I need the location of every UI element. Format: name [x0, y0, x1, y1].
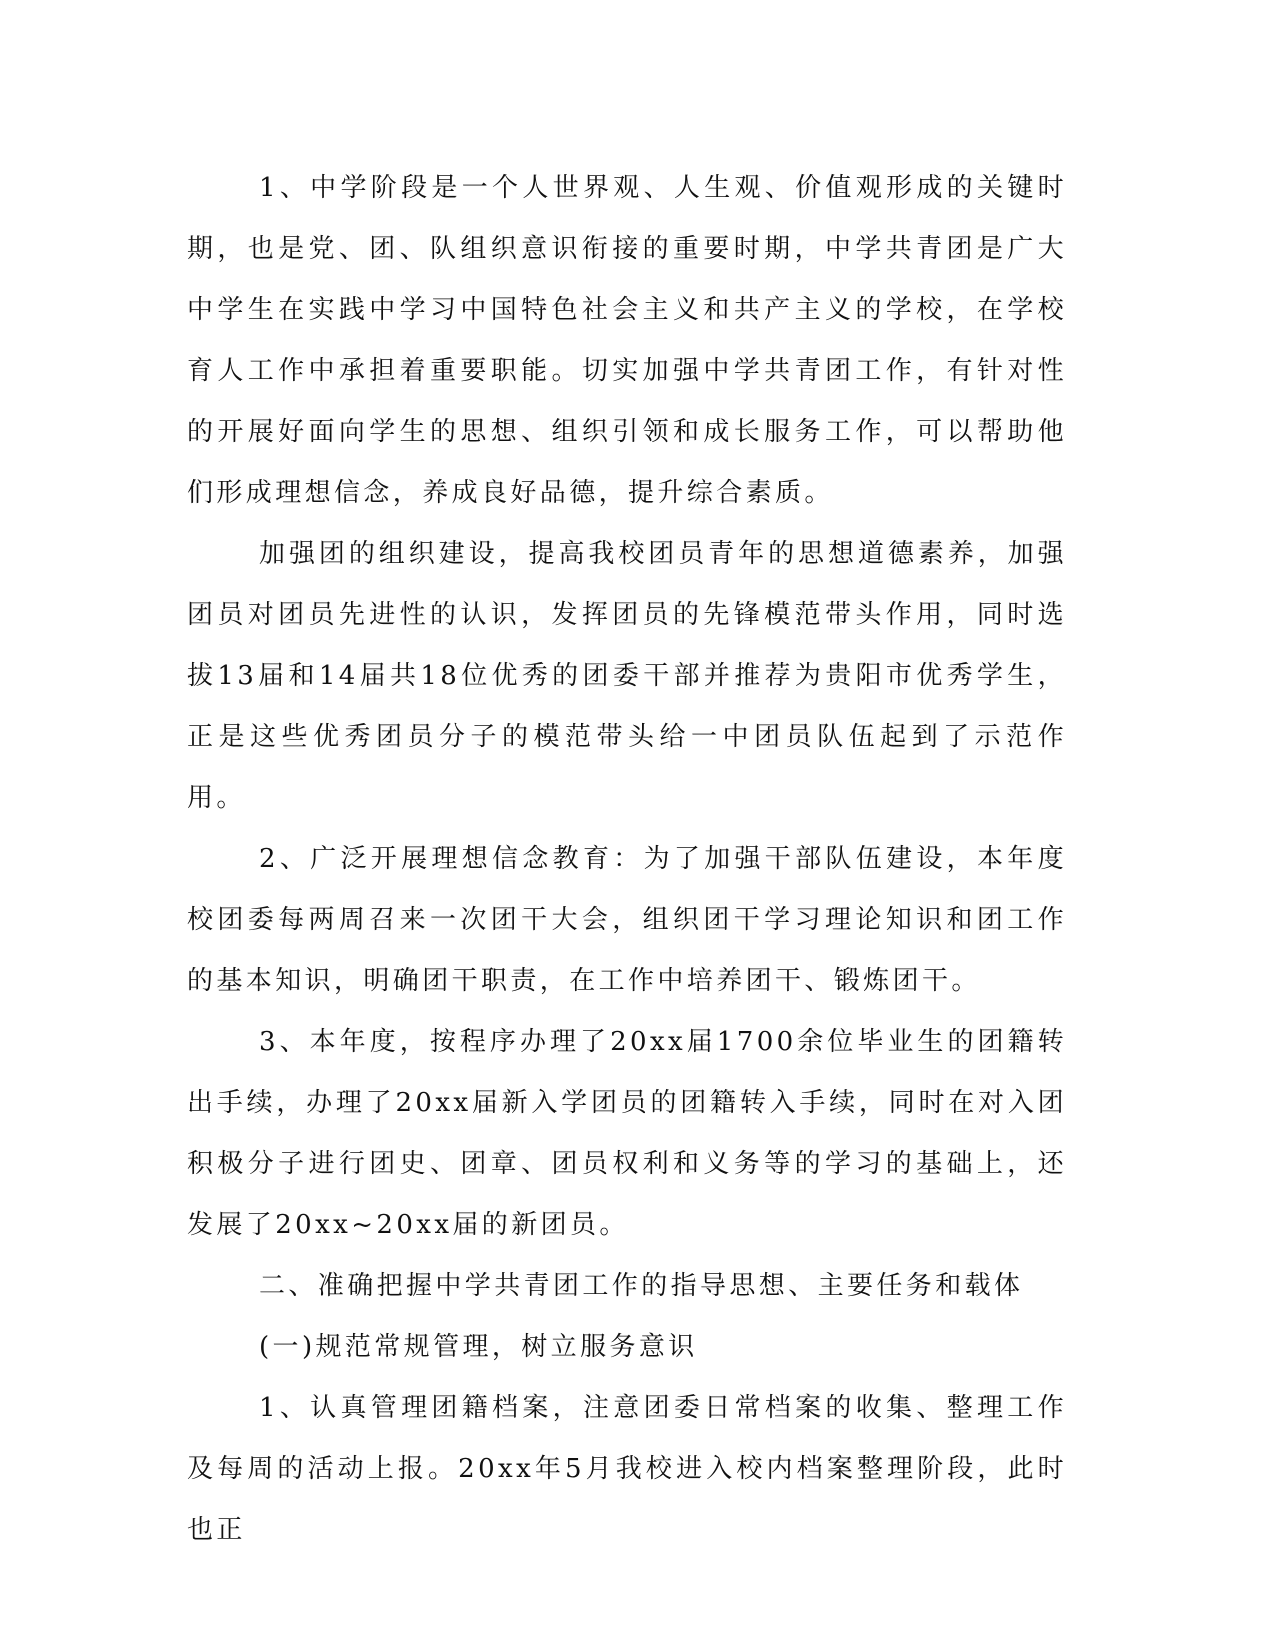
paragraph-4: 3、本年度，按程序办理了20xx届1700余位毕业生的团籍转出手续，办理了20xx届新入学团员的团籍转入手续，同时在对入团积极分子进行团史、团章、团员权利和义务等的学习的基础上，还发展了20xx~20xx届的新团员。	[187, 1027, 1067, 1240]
paragraph-3: 2、广泛开展理想信念教育：为了加强干部队伍建设，本年度校团委每两周召来一次团干大会，组织团干学习理论知识和团工作的基本知识，明确团干职责，在工作中培养团干、锻炼团干。	[187, 844, 1067, 996]
paragraph-1: 1、中学阶段是一个人世界观、人生观、价值观形成的关键时期，也是党、团、队组织意识衔接的重要时期，中学共青团是广大中学生在实践中学习中国特色社会主义和共产主义的学校，在学校育人工作中承担着重要职能。切实加强中学共青团工作，有针对性的开展好面向学生的思想、组织引领和成长服务工作，可以帮助他们形成理想信念，养成良好品德，提升综合素质。	[187, 173, 1067, 508]
subsection-heading: (一)规范常规管理，树立服务意识	[259, 1332, 698, 1362]
section-heading: 二、准确把握中学共青团工作的指导思想、主要任务和载体	[259, 1271, 1024, 1301]
paragraph-2: 加强团的组织建设，提高我校团员青年的思想道德素养，加强团员对团员先进性的认识，发挥团员的先锋模范带头作用，同时选拔13届和14届共18位优秀的团委干部并推荐为贵阳市优秀学生，正是这些优秀团员分子的模范带头给一中团员队伍起到了示范作用。	[187, 539, 1067, 813]
paragraph-5: 1、认真管理团籍档案，注意团委日常档案的收集、整理工作及每周的活动上报。20xx年5月我校进入校内档案整理阶段，此时也正	[187, 1393, 1067, 1545]
document-body	[187, 158, 1067, 1561]
